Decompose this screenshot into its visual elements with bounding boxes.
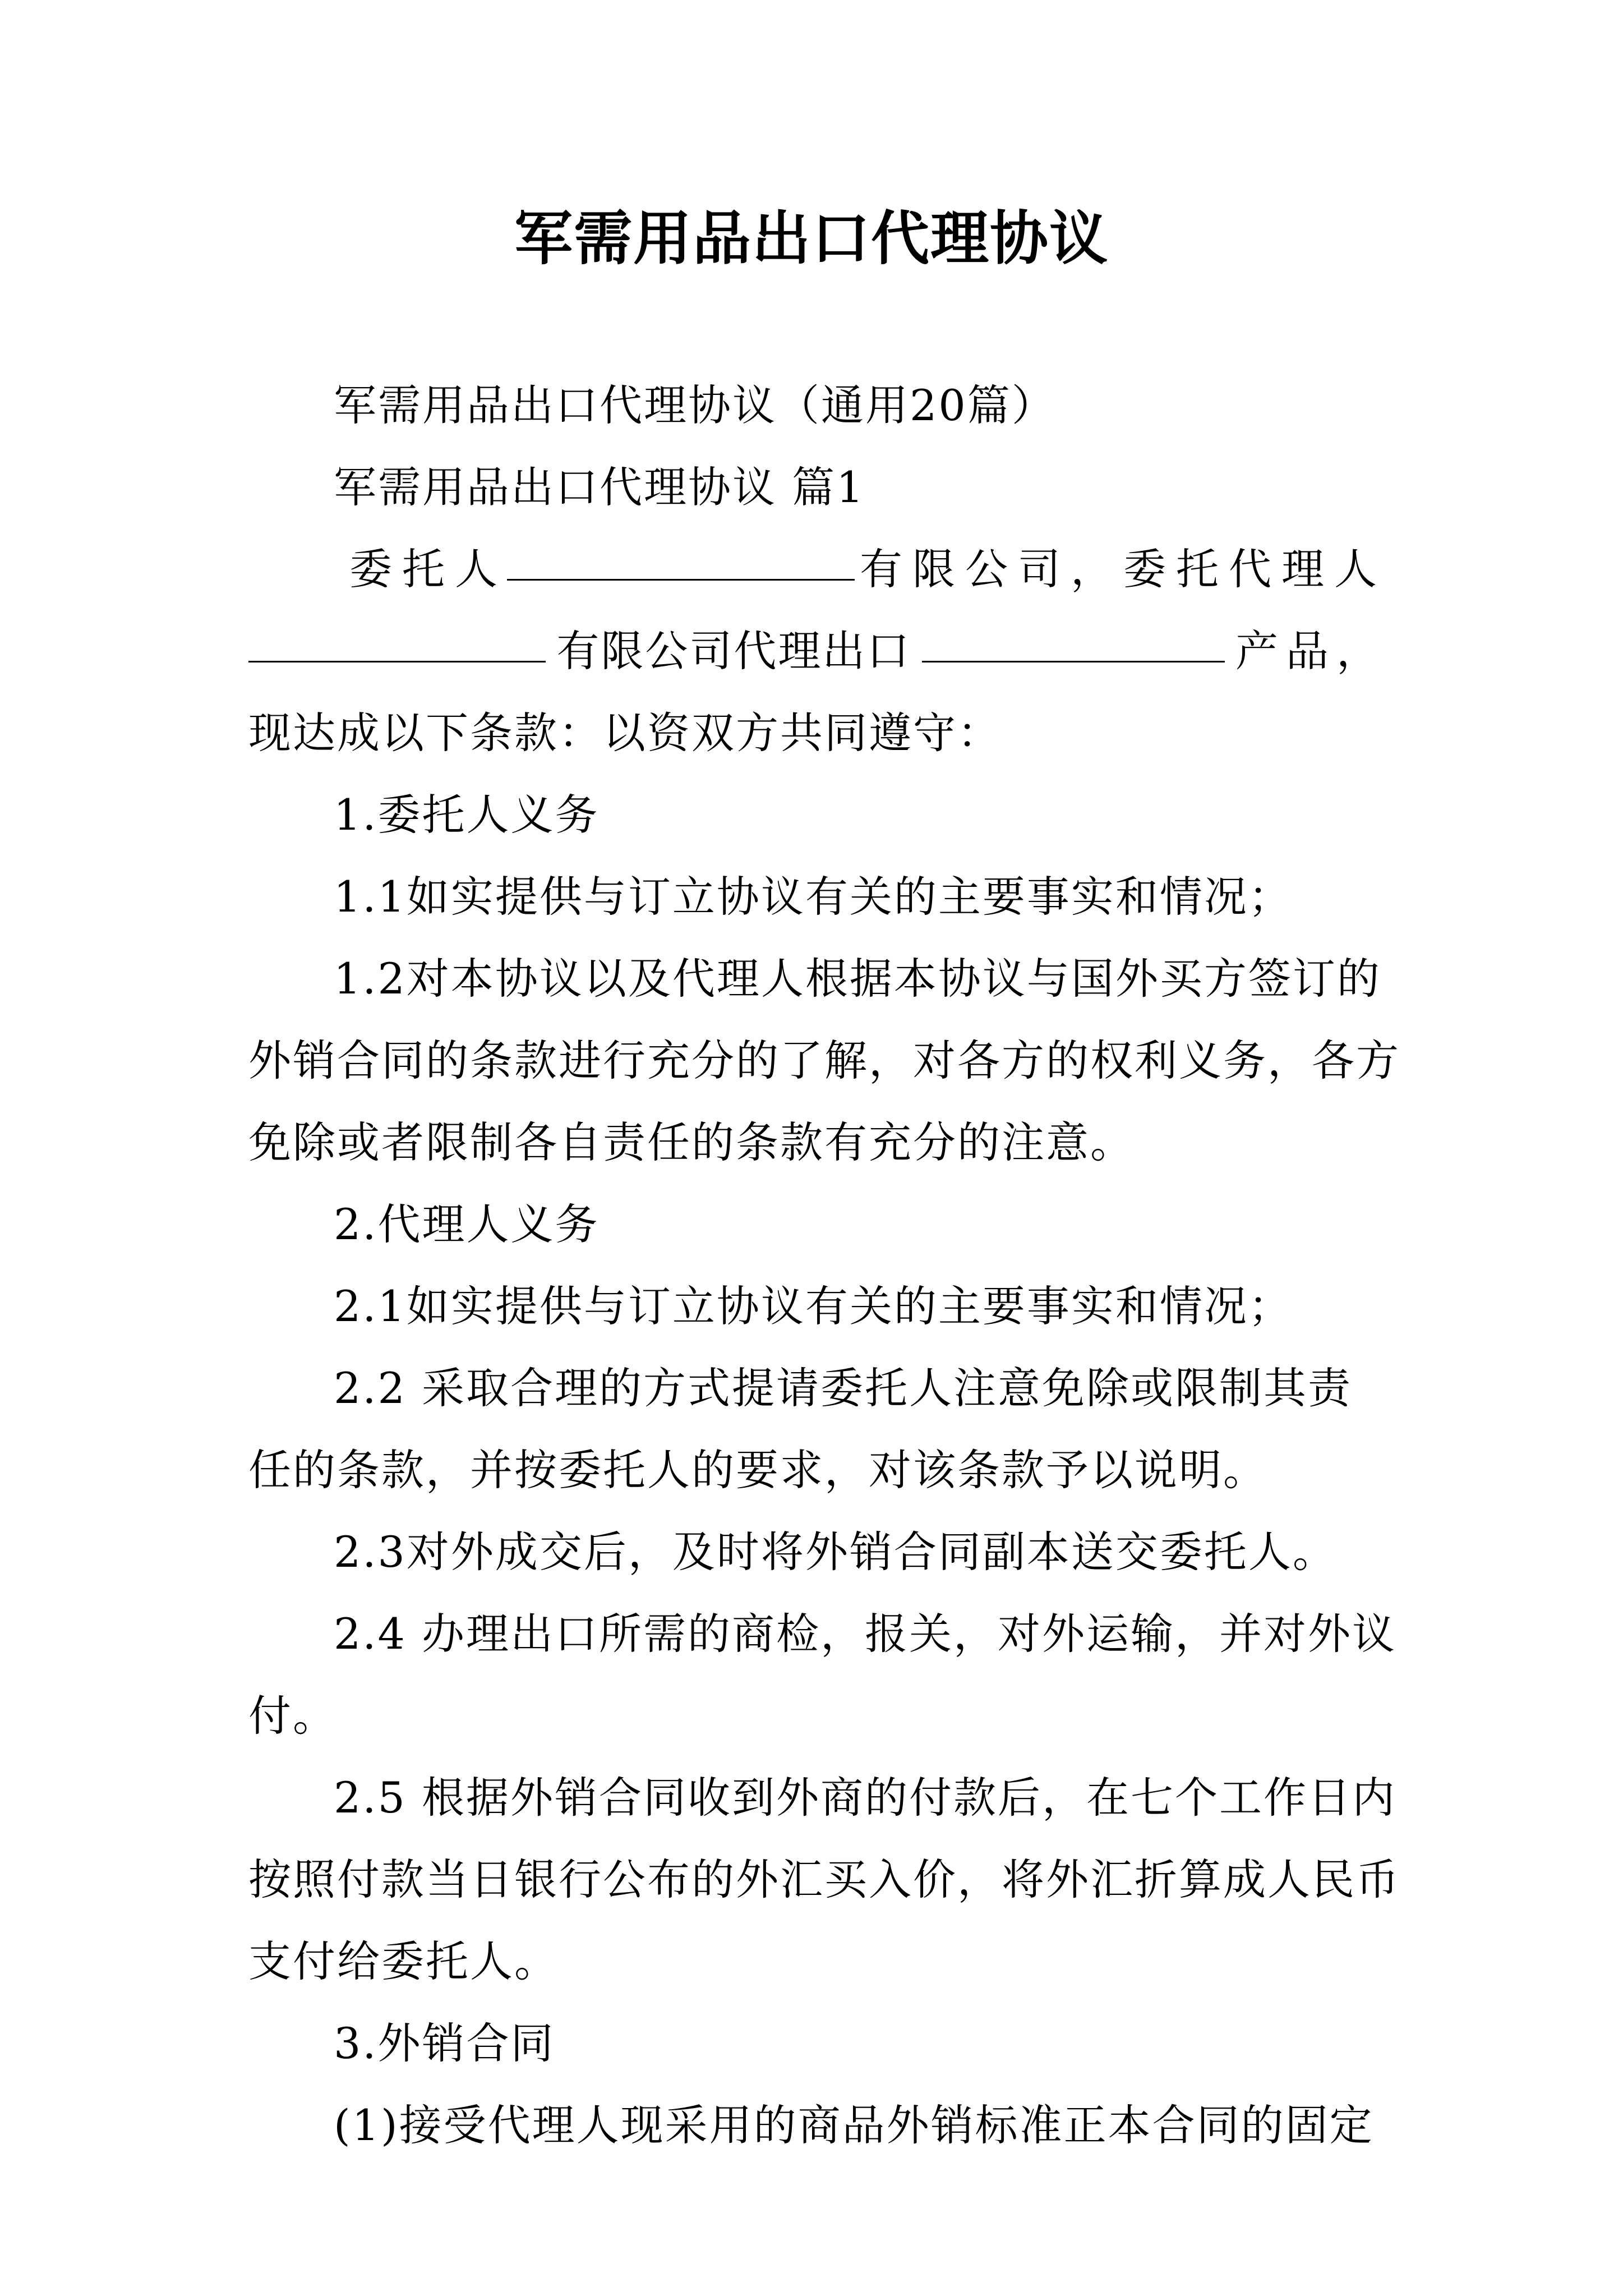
- clause-text: 按照付款当日银行公布的外汇买入价，将外汇折算成人民币: [248, 1855, 1400, 1904]
- clause-text: 2.2 采取合理的方式提请委托人注意免除或限制其责: [334, 1363, 1353, 1413]
- clause-text: (1)接受代理人现采用的商品外销标准正本合同的固定: [334, 2100, 1374, 2150]
- document-title: 军需用品出口代理协议: [514, 204, 1109, 273]
- clause-text: 外销合同的条款进行充分的了解，对各方的权利义务，各方: [248, 1036, 1400, 1085]
- intro-text: 有限公司，委托代理人: [860, 544, 1387, 594]
- blank-field: [248, 610, 546, 662]
- clause-text: 付。: [248, 1691, 337, 1741]
- clause-text: 免除或者限制各自责任的条款有充分的注意。: [248, 1117, 1135, 1167]
- subtitle: 军需用品出口代理协议（通用20篇）: [334, 380, 1056, 430]
- intro-text: 产品，: [1235, 626, 1387, 676]
- clause-text: 2.5 根据外销合同收到外商的付款后，在七个工作日内: [334, 1773, 1397, 1823]
- blank-field: [922, 610, 1225, 662]
- blank-field: [507, 528, 855, 581]
- clause-text: 2.1如实提供与订立协议有关的主要事实和情况；: [334, 1281, 1293, 1331]
- intro-line-1: [248, 528, 1387, 610]
- clause-heading: 1.委托人义务: [334, 790, 600, 840]
- intro-line-2: [248, 610, 1387, 692]
- clause-text: 1.2对本协议以及代理人根据本协议与国外买方签订的: [334, 954, 1381, 1004]
- section-heading: 军需用品出口代理协议 篇1: [334, 462, 865, 512]
- intro-line-3: 现达成以下条款：以资双方共同遵守：: [248, 708, 1002, 758]
- intro-text: 委托人: [349, 544, 508, 594]
- clause-text: 2.3对外成交后，及时将外销合同副本送交委托人。: [334, 1527, 1337, 1577]
- clause-text: 任的条款，并按委托人的要求，对该条款予以说明。: [248, 1445, 1267, 1495]
- clause-heading: 3.外销合同: [334, 2018, 555, 2068]
- clause-heading: 2.代理人义务: [334, 1199, 600, 1249]
- clause-text: 支付给委托人。: [248, 1936, 559, 1986]
- clause-text: 1.1如实提供与订立协议有关的主要事实和情况；: [334, 872, 1293, 922]
- clause-text: 2.4 办理出口所需的商检，报关，对外运输，并对外议: [334, 1609, 1397, 1659]
- intro-text: 有限公司代理出口: [556, 626, 911, 676]
